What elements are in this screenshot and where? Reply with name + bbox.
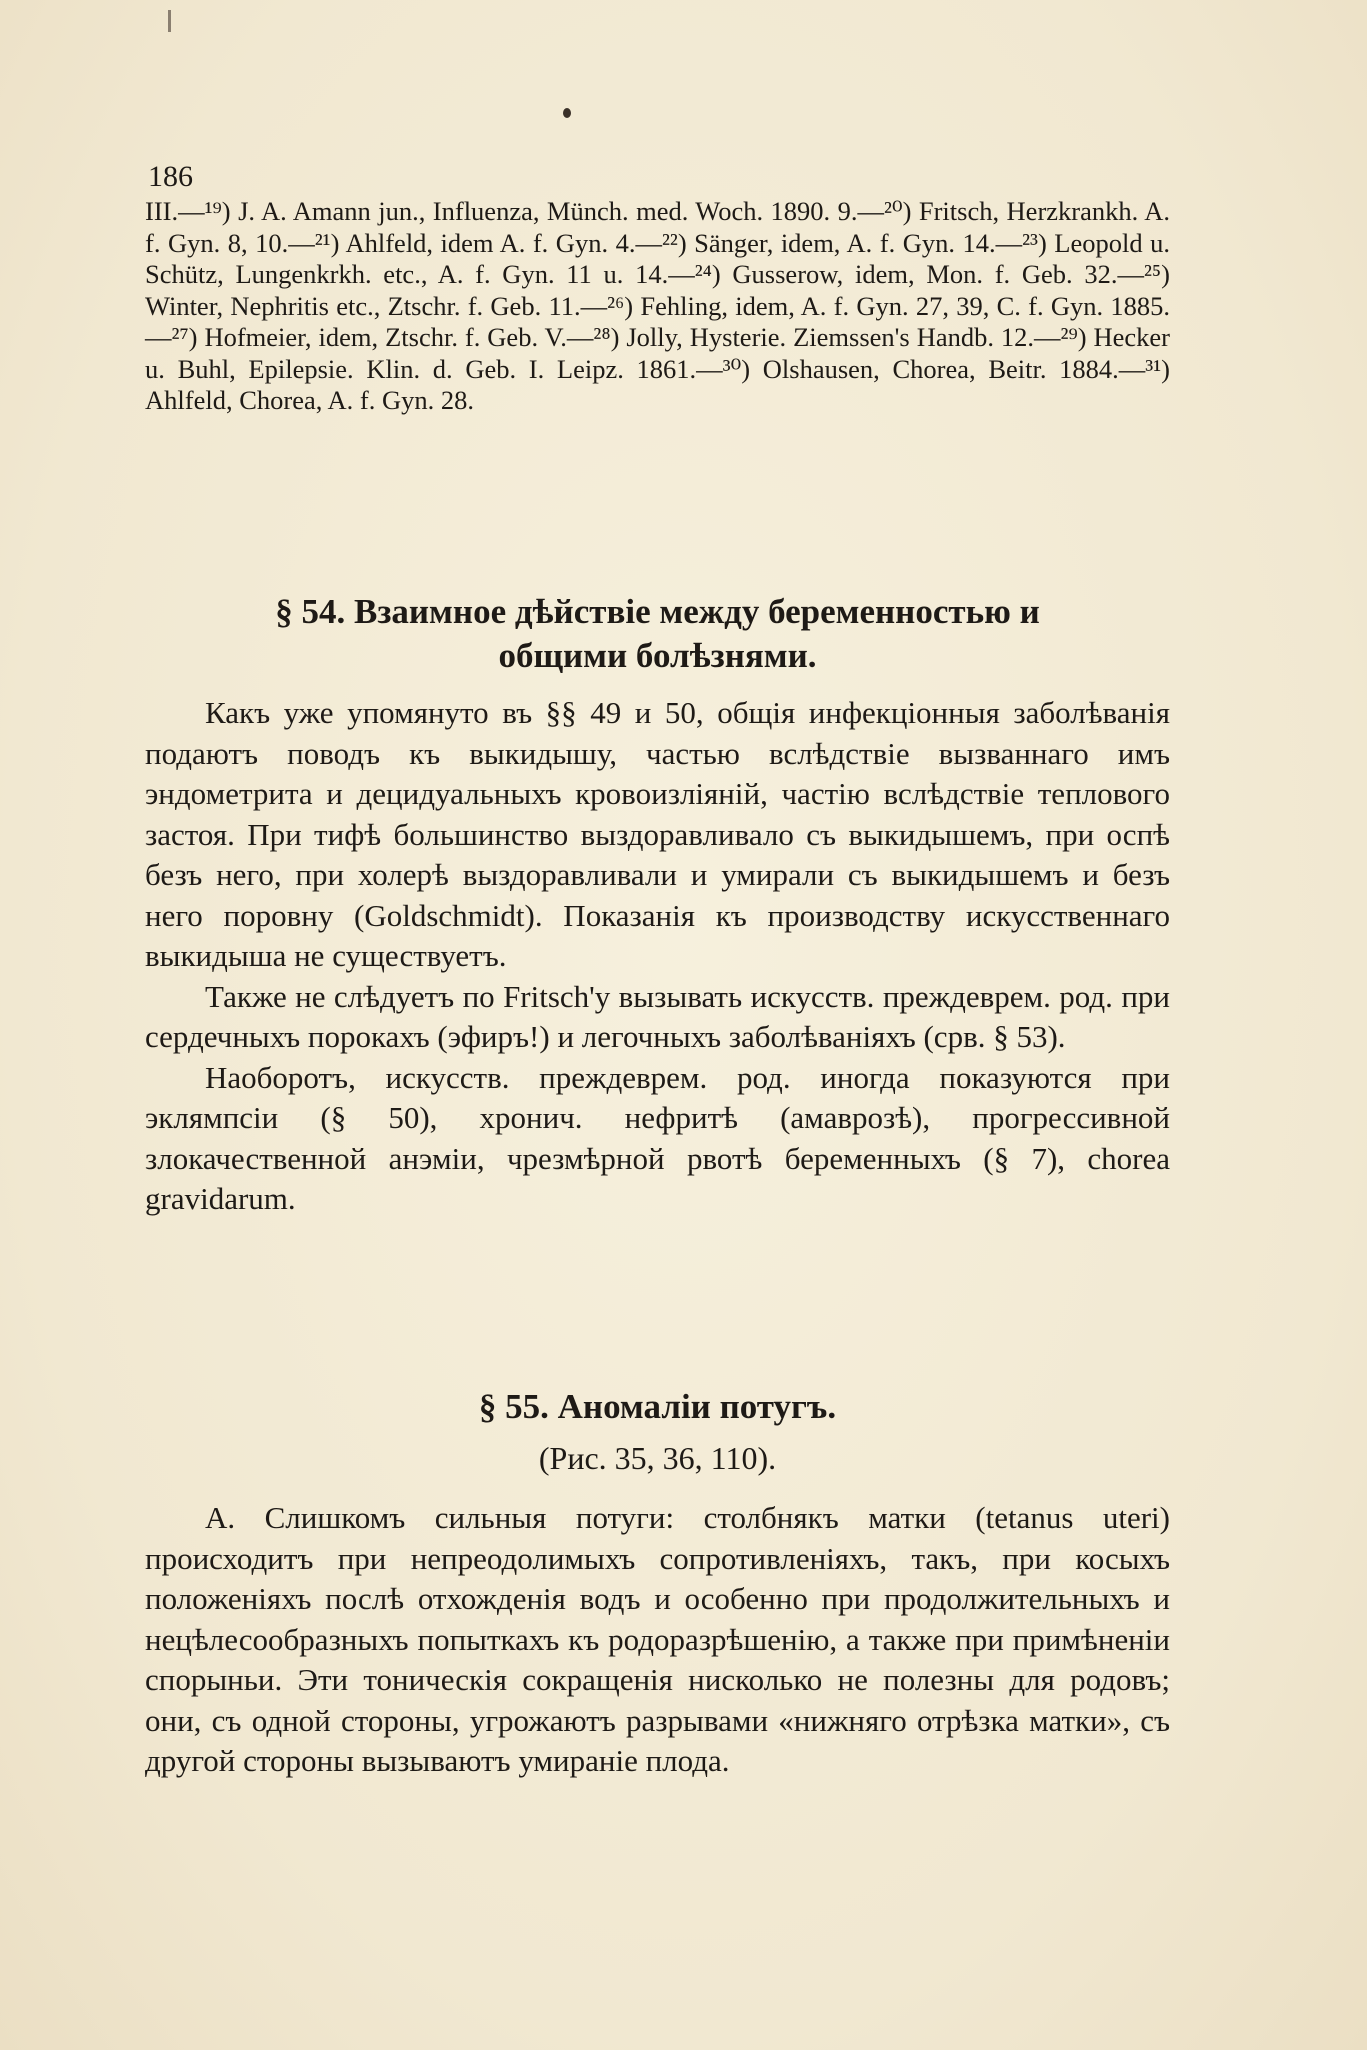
section-54-heading bbox=[145, 590, 1170, 678]
section-54-heading-line1: § 54. Взаимное дѣйствіе между беременностью и bbox=[275, 592, 1040, 631]
section-54-paragraph-3: Наоборотъ, искусств. преждеврем. род. иногда показуются при эклямпсіи (§ 50), хронич. нефритѣ (амаврозѣ), прогрессивной злокачественной анэміи, чрезмѣрной рвотѣ беременныхъ (§ 7), chorea gravidarum. bbox=[145, 1059, 1170, 1216]
section-54-body bbox=[145, 693, 1170, 1220]
section-55-paragraph-1: А. Слишкомъ сильныя потуги: столбнякъ матки (tetanus uteri) происходитъ при непреодолимыхъ сопротивленіяхъ, такъ, при косыхъ положеніяхъ послѣ отхожденія водъ и особенно при продолжительныхъ и нецѣлесообразныхъ попыткахъ къ родоразрѣшенію, а также при примѣненіи спорыньи. Эти тоническія сокращенія нисколько не полезны для родовъ; они, съ одной стороны, угрожаютъ разрывами «нижняго отрѣзка матки», съ другой стороны вызываютъ умираніе плода. bbox=[145, 1500, 1170, 1778]
section-54-paragraph-2: Также не слѣдуетъ по Fritsch'у вызывать искусств. преждеврем. род. при сердечныхъ порокахъ (эфиръ!) и легочныхъ заболѣваніяхъ (срв. § 53). bbox=[145, 978, 1170, 1054]
section-54-heading-line2: общими болѣзнями. bbox=[498, 636, 817, 675]
page-number: 186 bbox=[148, 160, 193, 193]
references-text: III.—¹⁹) J. A. Amann jun., Influenza, Münch. med. Woch. 1890. 9.—²⁰) Fritsch, Herzkrankh. A. f. Gyn. 8, 10.—²¹) Ahlfeld, idem A. f. Gyn. 4.—²²) Sänger, idem, A. f. Gyn. 14.—²³) Leopold u. Schütz, Lungenkrkh. etc., A. f. Gyn. 11 u. 14.—²⁴) Gusserow, idem, Mon. f. Geb. 32.—²⁵) Winter, Nephritis etc., Ztschr. f. Geb. 11.—²⁶) Fehling, idem, A. f. Gyn. 27, 39, C. f. Gyn. 1885.—²⁷) Hofmeier, idem, Ztschr. f. Geb. V.—²⁸) Jolly, Hysterie. Ziemssen's Handb. 12.—²⁹) Hecker u. Buhl, Epilepsie. Klin. d. Geb. I. Leipz. 1861.—³⁰) Olshausen, Chorea, Beitr. 1884.—³¹) Ahlfeld, Chorea, A. f. Gyn. 28. bbox=[145, 196, 1170, 415]
section-55-heading: § 55. Аномаліи потугъ. bbox=[478, 1387, 837, 1426]
section-55-body bbox=[145, 1498, 1170, 1782]
scan-mark bbox=[168, 10, 171, 32]
section-54-paragraph-1: Какъ уже упомянуто въ §§ 49 и 50, общія инфекціонныя заболѣванія подаютъ поводъ къ выкидышу, частью вслѣдствіе вызваннаго имъ эндометрита и децидуальныхъ кровоизліяній, частію вслѣдствіе теплового застоя. При тифѣ большинство выздоравливало съ выкидышемъ, при оспѣ безъ него, при холерѣ выздоравливали и умирали съ выкидышемъ и безъ него поровну (Goldschmidt). Показанія къ производству искусственнаго выкидыша не существуетъ. bbox=[145, 695, 1170, 973]
ink-dot bbox=[563, 108, 571, 118]
references-block bbox=[145, 196, 1170, 417]
section-55-subheading: (Рис. 35, 36, 110). bbox=[538, 1440, 777, 1476]
